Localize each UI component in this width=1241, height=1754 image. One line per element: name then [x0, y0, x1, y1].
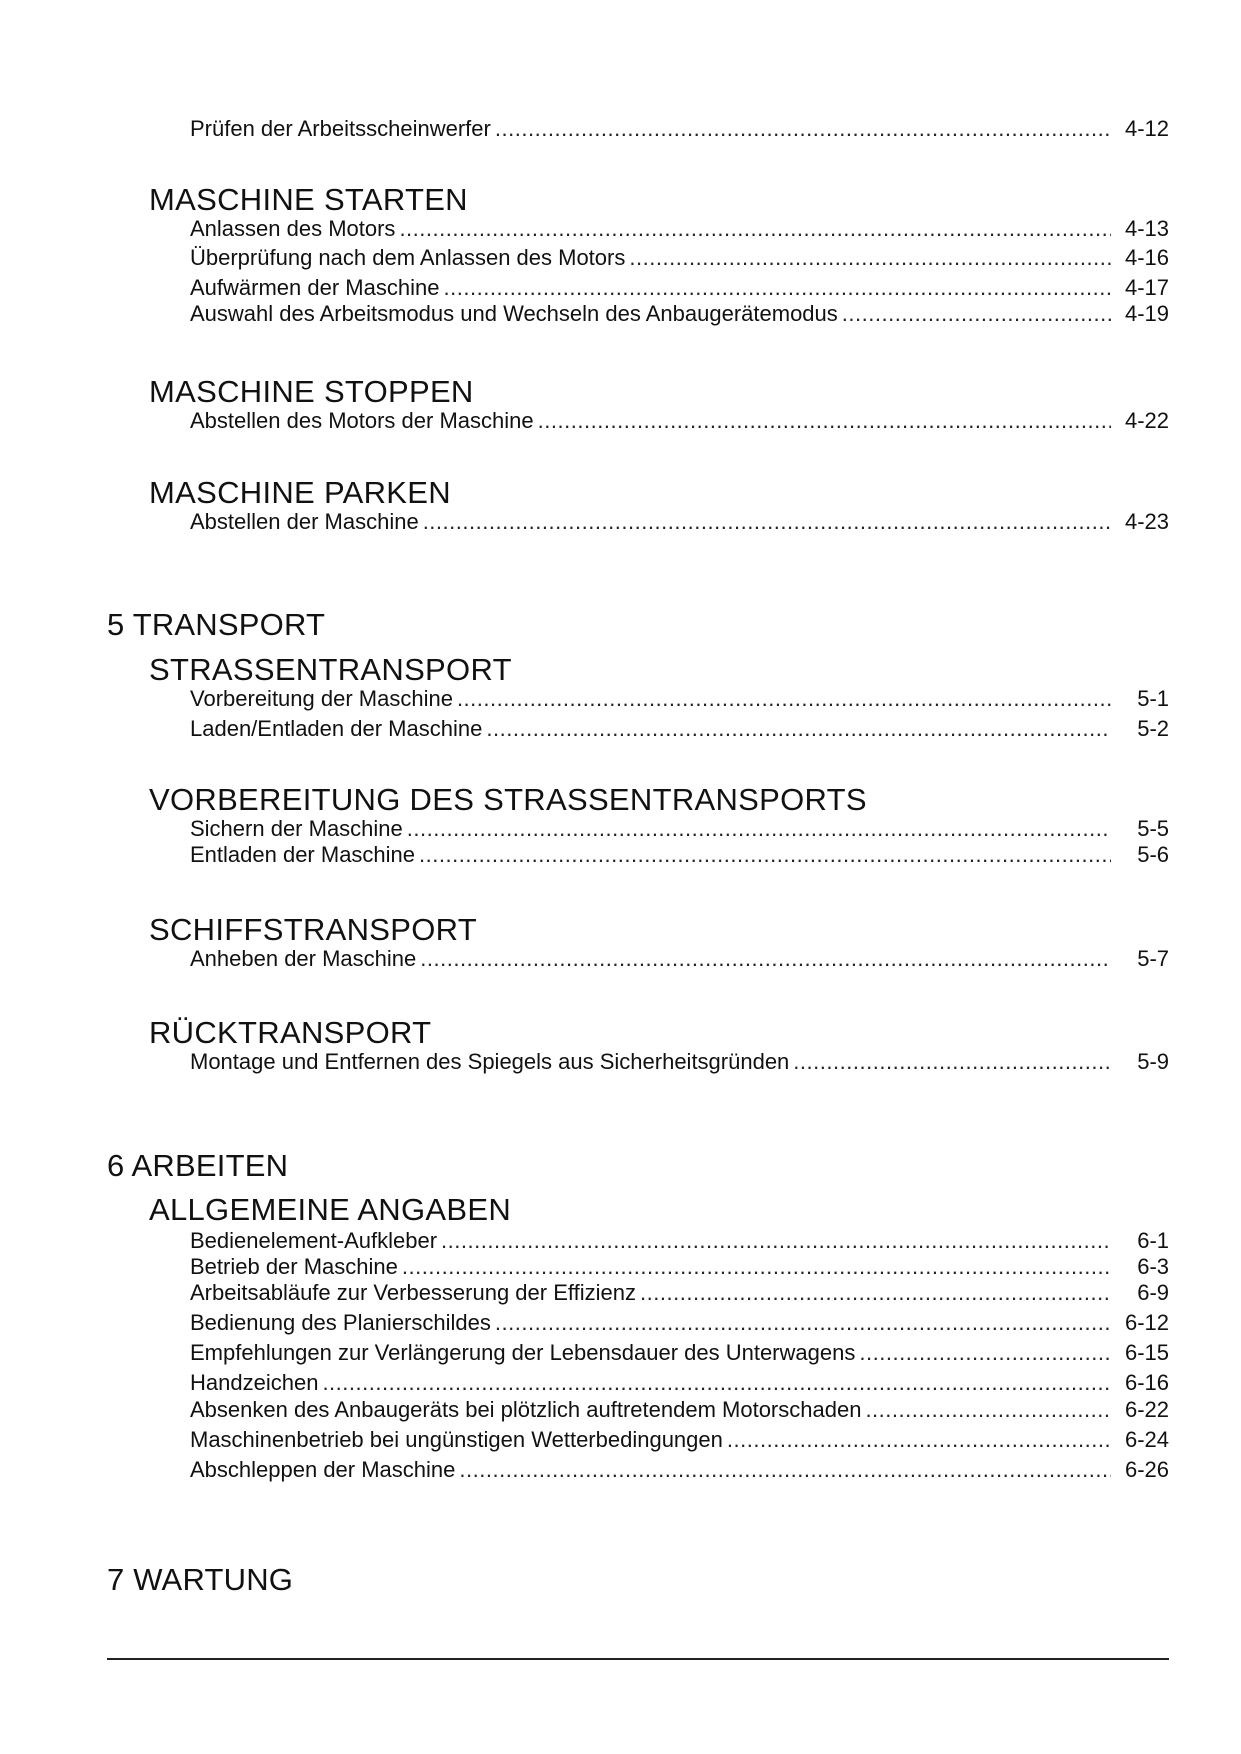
chapter-heading-arbeiten: 6 ARBEITEN [107, 1148, 289, 1183]
toc-entry-title: Maschinenbetrieb bei ungünstigen Wetterbedingungen [190, 1427, 723, 1452]
dot-leader [727, 1427, 1111, 1453]
section-heading-ruecktransport: RÜCKTRANSPORT [149, 1015, 432, 1050]
dot-leader [495, 116, 1111, 142]
toc-entry[interactable] [190, 686, 1169, 714]
toc-entry-title: Überprüfung nach dem Anlassen des Motors [190, 245, 626, 270]
toc-entry-page: 4-16 [1124, 245, 1169, 270]
toc-entry[interactable] [190, 946, 1169, 974]
toc-entry-page: 6-22 [1124, 1397, 1169, 1422]
toc-entry-title: Vorbereitung der Maschine [190, 686, 453, 711]
toc-entry[interactable] [190, 1228, 1169, 1256]
toc-entry-title: Abstellen der Maschine [190, 509, 419, 534]
toc-entry-title: Entladen der Maschine [190, 842, 416, 867]
dot-leader [457, 686, 1111, 712]
toc-entry-title: Abschleppen der Maschine [190, 1457, 456, 1482]
footer-divider [107, 1658, 1169, 1660]
toc-entry-title: Prüfen der Arbeitsscheinwerfer [190, 116, 491, 141]
toc-entry[interactable] [190, 1310, 1169, 1338]
toc-entry-title: Empfehlungen zur Verlängerung der Lebensdauer des Unterwagens [190, 1340, 856, 1365]
toc-entry-title: Absenken des Anbaugeräts bei plötzlich auftretendem Motorschaden [190, 1397, 862, 1422]
toc-entry-title: Auswahl des Arbeitsmodus und Wechseln des Anbaugerätemodus [190, 301, 838, 326]
toc-entry-title: Betrieb der Maschine [190, 1254, 398, 1279]
toc-entry[interactable] [190, 509, 1169, 537]
dot-leader [629, 245, 1111, 271]
dot-leader [402, 1254, 1111, 1280]
dot-leader [407, 816, 1111, 842]
toc-entry-page: 4-13 [1124, 216, 1169, 241]
dot-leader [495, 1310, 1111, 1336]
toc-entry-title: Arbeitsabläufe zur Verbesserung der Effizienz [190, 1280, 636, 1305]
section-heading-maschine-stoppen: MASCHINE STOPPEN [149, 374, 474, 409]
dot-leader [486, 716, 1111, 742]
dot-leader [859, 1340, 1111, 1366]
chapter-heading-transport: 5 TRANSPORT [107, 607, 326, 642]
toc-entry[interactable] [190, 1370, 1169, 1398]
dot-leader [399, 216, 1111, 242]
toc-entry-title: Handzeichen [190, 1370, 319, 1395]
dot-leader [640, 1280, 1111, 1306]
toc-entry-page: 6-1 [1137, 1228, 1169, 1253]
dot-leader [420, 946, 1111, 972]
section-heading-maschine-parken: MASCHINE PARKEN [149, 475, 451, 510]
dot-leader [793, 1049, 1111, 1075]
dot-leader [441, 1228, 1111, 1254]
toc-entry[interactable] [190, 1254, 1169, 1282]
toc-entry-title: Anlassen des Motors [190, 216, 396, 241]
toc-entry-page: 5-1 [1137, 686, 1169, 711]
section-heading-strassentransport: STRASSENTRANSPORT [149, 652, 512, 687]
dot-leader [538, 408, 1111, 434]
toc-entry-page: 4-17 [1124, 275, 1169, 300]
section-heading-schiffstransport: SCHIFFSTRANSPORT [149, 912, 478, 947]
toc-entry[interactable] [190, 1427, 1169, 1455]
toc-entry-title: Sichern der Maschine [190, 816, 403, 841]
toc-entry-page: 6-16 [1124, 1370, 1169, 1395]
toc-entry-page: 6-24 [1124, 1427, 1169, 1452]
toc-entry-title: Aufwärmen der Maschine [190, 275, 440, 300]
toc-entry-page: 6-12 [1124, 1310, 1169, 1335]
toc-entry-page: 5-2 [1137, 716, 1169, 741]
toc-entry[interactable] [190, 1340, 1169, 1368]
toc-entry[interactable] [190, 301, 1169, 329]
dot-leader [842, 301, 1111, 327]
toc-entry[interactable] [190, 245, 1169, 273]
toc-entry-title: Anheben der Maschine [190, 946, 417, 971]
toc-entry[interactable] [190, 1457, 1169, 1485]
toc-entry-page: 5-6 [1137, 842, 1169, 867]
toc-entry[interactable] [190, 1397, 1169, 1425]
dot-leader [322, 1370, 1111, 1396]
toc-entry-page: 6-9 [1137, 1280, 1169, 1305]
section-heading-allgemeine-angaben: ALLGEMEINE ANGABEN [149, 1192, 512, 1227]
toc-entry[interactable] [190, 716, 1169, 744]
toc-entry[interactable] [190, 1280, 1169, 1308]
toc-entry-page: 4-19 [1124, 301, 1169, 326]
toc-entry-page: 6-26 [1124, 1457, 1169, 1482]
toc-entry-page: 4-12 [1124, 116, 1169, 141]
section-heading-vorbereitung-strassentransport: VORBEREITUNG DES STRASSENTRANSPORTS [149, 782, 867, 817]
toc-entry-title: Abstellen des Motors der Maschine [190, 408, 534, 433]
toc-entry-title: Laden/Entladen der Maschine [190, 716, 483, 741]
toc-entry-page: 4-23 [1124, 509, 1169, 534]
toc-entry-title: Bedienung des Planierschildes [190, 1310, 491, 1335]
toc-entry-title: Bedienelement-Aufkleber [190, 1228, 438, 1253]
toc-entry[interactable] [190, 216, 1169, 244]
toc-entry[interactable] [190, 116, 1169, 144]
toc-entry[interactable] [190, 816, 1169, 844]
dot-leader [865, 1397, 1111, 1423]
toc-entry-page: 4-22 [1124, 408, 1169, 433]
toc-entry-page: 5-5 [1137, 816, 1169, 841]
toc-entry[interactable] [190, 275, 1169, 303]
toc-entry-page: 6-15 [1124, 1340, 1169, 1365]
toc-entry-title: Montage und Entfernen des Spiegels aus Sicherheitsgründen [190, 1049, 790, 1074]
toc-entry[interactable] [190, 842, 1169, 870]
toc-entry[interactable] [190, 1049, 1169, 1077]
toc-entry-page: 5-9 [1137, 1049, 1169, 1074]
toc-entry-page: 6-3 [1137, 1254, 1169, 1279]
toc-entry[interactable] [190, 408, 1169, 436]
dot-leader [443, 275, 1111, 301]
dot-leader [419, 842, 1111, 868]
toc-entry-page: 5-7 [1137, 946, 1169, 971]
chapter-heading-wartung: 7 WARTUNG [107, 1562, 294, 1597]
section-heading-maschine-starten: MASCHINE STARTEN [149, 182, 468, 217]
dot-leader [423, 509, 1111, 535]
dot-leader [459, 1457, 1111, 1483]
